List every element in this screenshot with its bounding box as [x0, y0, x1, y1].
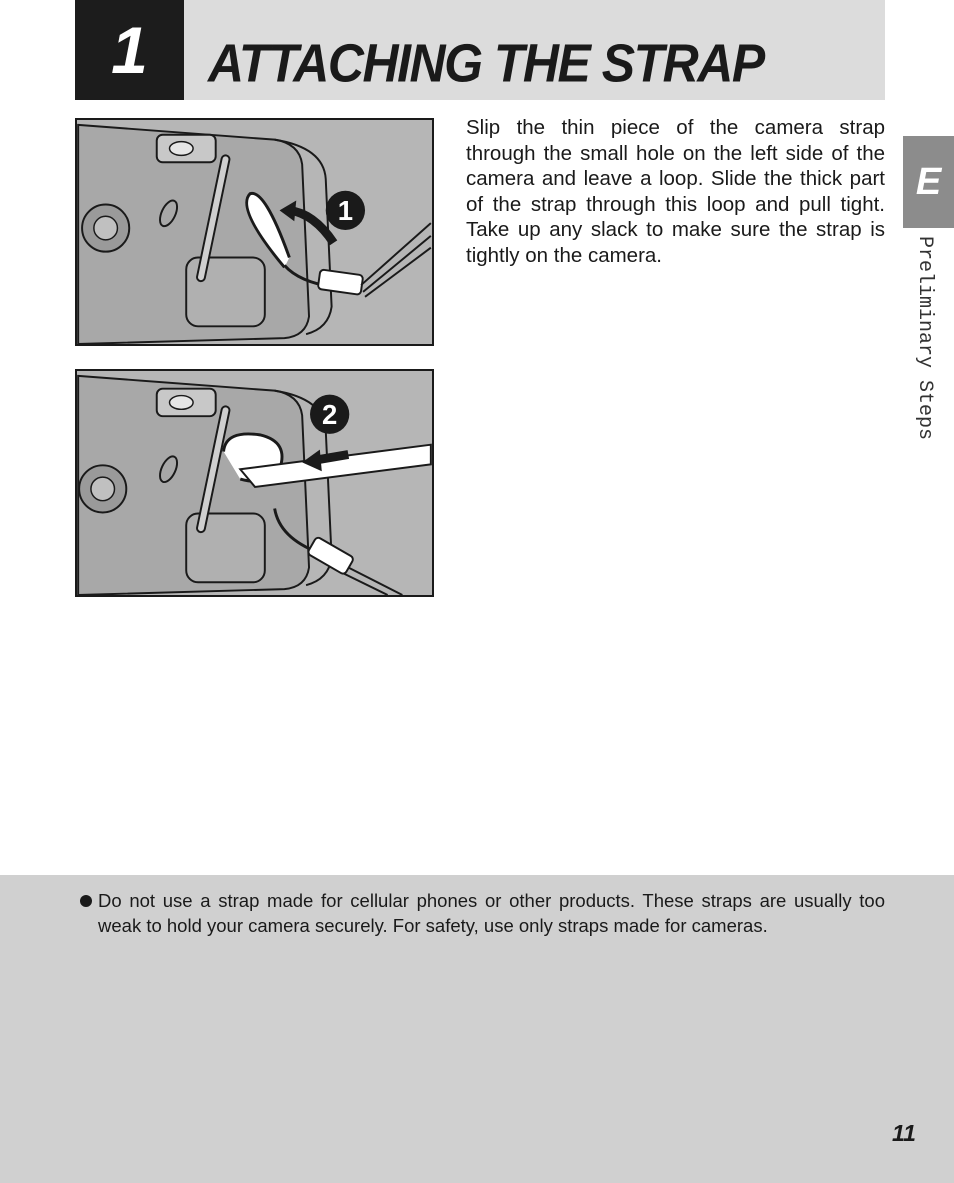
section-label: Preliminary Steps	[913, 236, 936, 441]
instruction-text: Slip the thin piece of the camera strap through the small hole on the left side of the camera and leave a loop. Slide the thick part of the strap through this loop and pull tight. Take up any slack to make sure the strap is tightly on the camera.	[466, 116, 885, 267]
camera-strap-illustration-2	[77, 371, 432, 595]
language-tab: E	[903, 136, 954, 228]
callout-1-number: 1	[337, 195, 354, 227]
note-text: Do not use a strap made for cellular phones or other products. These straps are usually too weak to hold your camera securely. For safety, use only straps made for cameras.	[98, 890, 885, 936]
bullet-icon	[80, 895, 92, 907]
step-number: 1	[75, 0, 184, 100]
page-title: ATTACHING THE STRAP	[208, 32, 764, 94]
figure-strap-step-1	[75, 118, 434, 346]
figure-strap-step-2	[75, 369, 434, 597]
page-number: 11	[892, 1120, 916, 1146]
camera-strap-illustration-1	[77, 120, 432, 344]
callout-2-number: 2	[322, 399, 338, 431]
